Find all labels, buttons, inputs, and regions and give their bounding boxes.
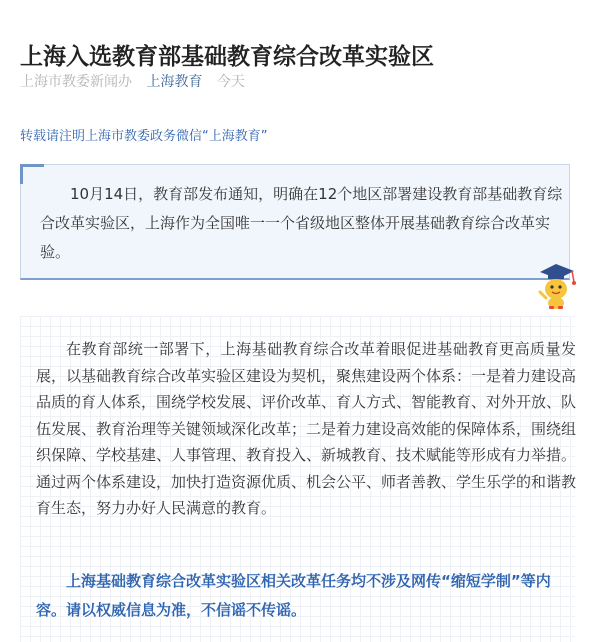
summary-text: 10月14日，教育部发布通知，明确在12个地区部署建设教育部基础教育综合改革实验区，上海作为全国唯一一个省级地区整体开展基础教育综合改革实验。	[40, 185, 563, 261]
article-meta	[20, 72, 245, 92]
article-source: 上海市教委新闻办	[20, 74, 132, 90]
highlight-paragraph: 上海基础教育综合改革实验区相关改革任务均不涉及网传“缩短学制”等内容。请以权威信息为准，不信谣不传谣。	[36, 572, 551, 619]
article-title: 上海入选教育部基础教育综合改革实验区	[20, 44, 434, 71]
publish-time: 今天	[216, 74, 245, 90]
body-paragraph: 在教育部统一部署下，上海基础教育综合改革着眼促进基础教育更高质量发展，以基础教育综合改革实验区建设为契机，聚焦建设两个体系：一是着力建设高品质的育人体系，围绕学校发展、评价改革、育人方式、智能教育、对外开放、队伍发展、教育治理等关键领域深化改革；二是着力建设高效能的保障体系，围绕组织保障、学校基建、人事管理、教育投入、新城教育、技术赋能等形成有力举措。通过两个体系建设，加快打造资源优质、机会公平、师者善教、学生乐学的和谐教育生态，努力办好人民满意的教育。	[36, 340, 577, 517]
reprint-notice: 转载请注明上海市教委政务微信“上海教育”	[20, 129, 268, 144]
graduate-cartoon-icon	[534, 262, 578, 310]
account-link[interactable]: 上海教育	[146, 74, 203, 90]
